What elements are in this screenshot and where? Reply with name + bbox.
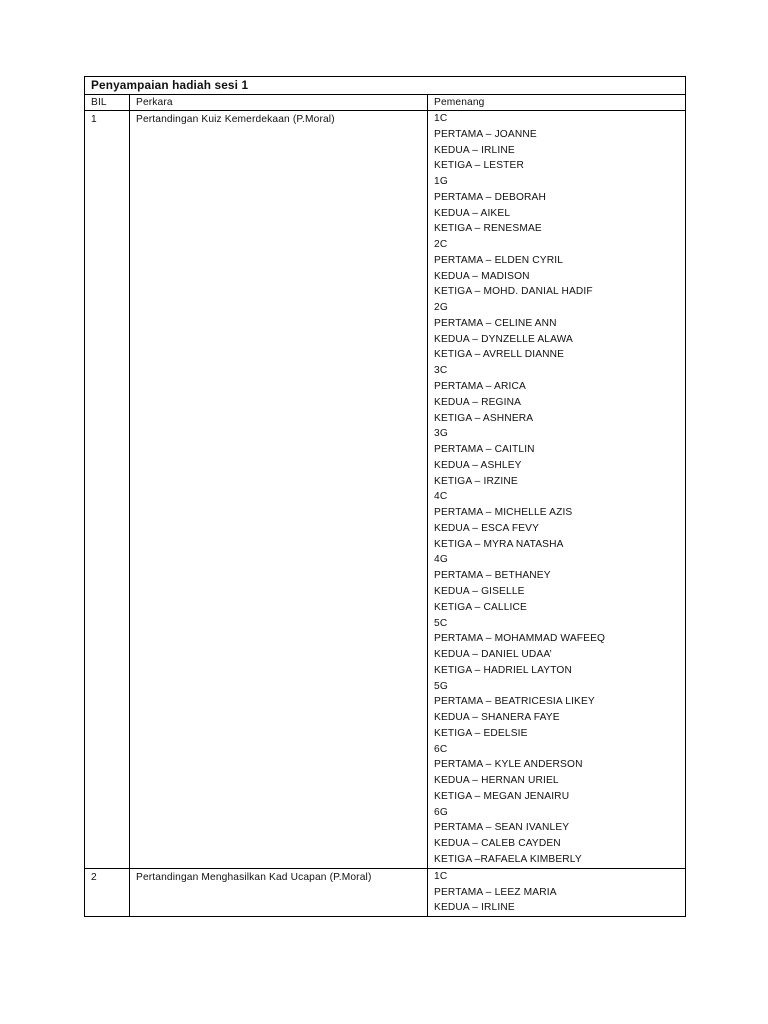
winner-line: KETIGA – IRZINE: [434, 475, 518, 487]
row-item: Pertandingan Kuiz Kemerdekaan (P.Moral): [130, 111, 428, 869]
winner-line: PERTAMA – JOANNE: [434, 128, 537, 140]
winner-line: KETIGA – HADRIEL LAYTON: [434, 664, 573, 676]
winner-line: PERTAMA – CELINE ANN: [434, 317, 557, 329]
winner-line: KETIGA – CALLICE: [434, 601, 527, 613]
winner-line: 2C: [434, 239, 448, 251]
winner-line: PERTAMA – ARICA: [434, 381, 526, 393]
row-winners: [428, 111, 686, 869]
row-item: Pertandingan Menghasilkan Kad Ucapan (P.Moral): [130, 868, 428, 916]
winner-line: KETIGA – MYRA NATASHA: [434, 538, 564, 550]
winner-line: PERTAMA – DEBORAH: [434, 191, 546, 203]
winner-line: PERTAMA – ELDEN CYRIL: [434, 254, 564, 266]
winner-line: PERTAMA – KYLE ANDERSON: [434, 759, 583, 771]
winner-line: KETIGA – RENESMAE: [434, 223, 542, 235]
table-body: [85, 111, 686, 917]
prize-table: [84, 76, 686, 917]
winner-line: KEDUA – IRLINE: [434, 144, 515, 156]
winner-line: KEDUA – DYNZELLE ALAWA: [434, 333, 573, 345]
winner-line: PERTAMA – LEEZ MARIA: [434, 886, 557, 898]
winner-line: KETIGA –RAFAELA KIMBERLY: [434, 853, 582, 865]
winner-line: KEDUA – IRLINE: [434, 902, 515, 914]
winner-line: KETIGA – LESTER: [434, 160, 525, 172]
winner-line: KEDUA – SHANERA FAYE: [434, 712, 560, 724]
winner-line: KEDUA – ASHLEY: [434, 459, 522, 471]
winner-line: KETIGA – EDELSIE: [434, 727, 528, 739]
winner-line: 6C: [434, 743, 448, 755]
winner-line: PERTAMA – MICHELLE AZIS: [434, 507, 573, 519]
winner-line: KETIGA – ASHNERA: [434, 412, 534, 424]
winner-line: KEDUA – MADISON: [434, 270, 530, 282]
row-number: 2: [85, 868, 130, 916]
winner-line: KEDUA – REGINA: [434, 396, 522, 408]
winner-line: KEDUA – DANIEL UDAA’: [434, 649, 552, 661]
winner-line: PERTAMA – CAITLIN: [434, 444, 535, 456]
winner-line: KEDUA – GISELLE: [434, 585, 525, 597]
winner-line: KEDUA – ESCA FEVY: [434, 522, 540, 534]
winner-line: PERTAMA – MOHAMMAD WAFEEQ: [434, 633, 606, 645]
winner-line: 1G: [434, 176, 448, 188]
table-row: [85, 868, 686, 916]
header-bil: BIL: [85, 95, 130, 111]
winner-line: PERTAMA – BETHANEY: [434, 570, 551, 582]
winner-line: KEDUA – CALEB CAYDEN: [434, 838, 561, 850]
winner-line: 3G: [434, 428, 448, 440]
winner-line: 3C: [434, 365, 448, 377]
winner-line: 1C: [434, 870, 448, 882]
winner-line: 2G: [434, 302, 448, 314]
table-title: Penyampaian hadiah sesi 1: [85, 77, 686, 95]
table-row: [85, 111, 686, 869]
winner-line: PERTAMA – BEATRICESIA LIKEY: [434, 696, 595, 708]
header-row: [85, 95, 686, 111]
winner-line: 5C: [434, 617, 448, 629]
winner-line: KETIGA – MOHD. DANIAL HADIF: [434, 286, 593, 298]
winner-line: 4C: [434, 491, 448, 503]
winner-line: KETIGA – MEGAN JENAIRU: [434, 790, 570, 802]
winner-line: 6G: [434, 806, 448, 818]
row-number: 1: [85, 111, 130, 869]
winner-line: KEDUA – HERNAN URIEL: [434, 775, 559, 787]
row-winners: [428, 868, 686, 916]
title-row: [85, 77, 686, 95]
winner-line: KEDUA – AIKEL: [434, 207, 511, 219]
winner-line: KETIGA – AVRELL DIANNE: [434, 349, 565, 361]
winner-line: 5G: [434, 680, 448, 692]
winner-line: PERTAMA – SEAN IVANLEY: [434, 822, 570, 834]
header-winner: Pemenang: [428, 95, 686, 111]
winner-line: 1C: [434, 113, 448, 124]
winner-line: 4G: [434, 554, 448, 566]
header-item: Perkara: [130, 95, 428, 111]
